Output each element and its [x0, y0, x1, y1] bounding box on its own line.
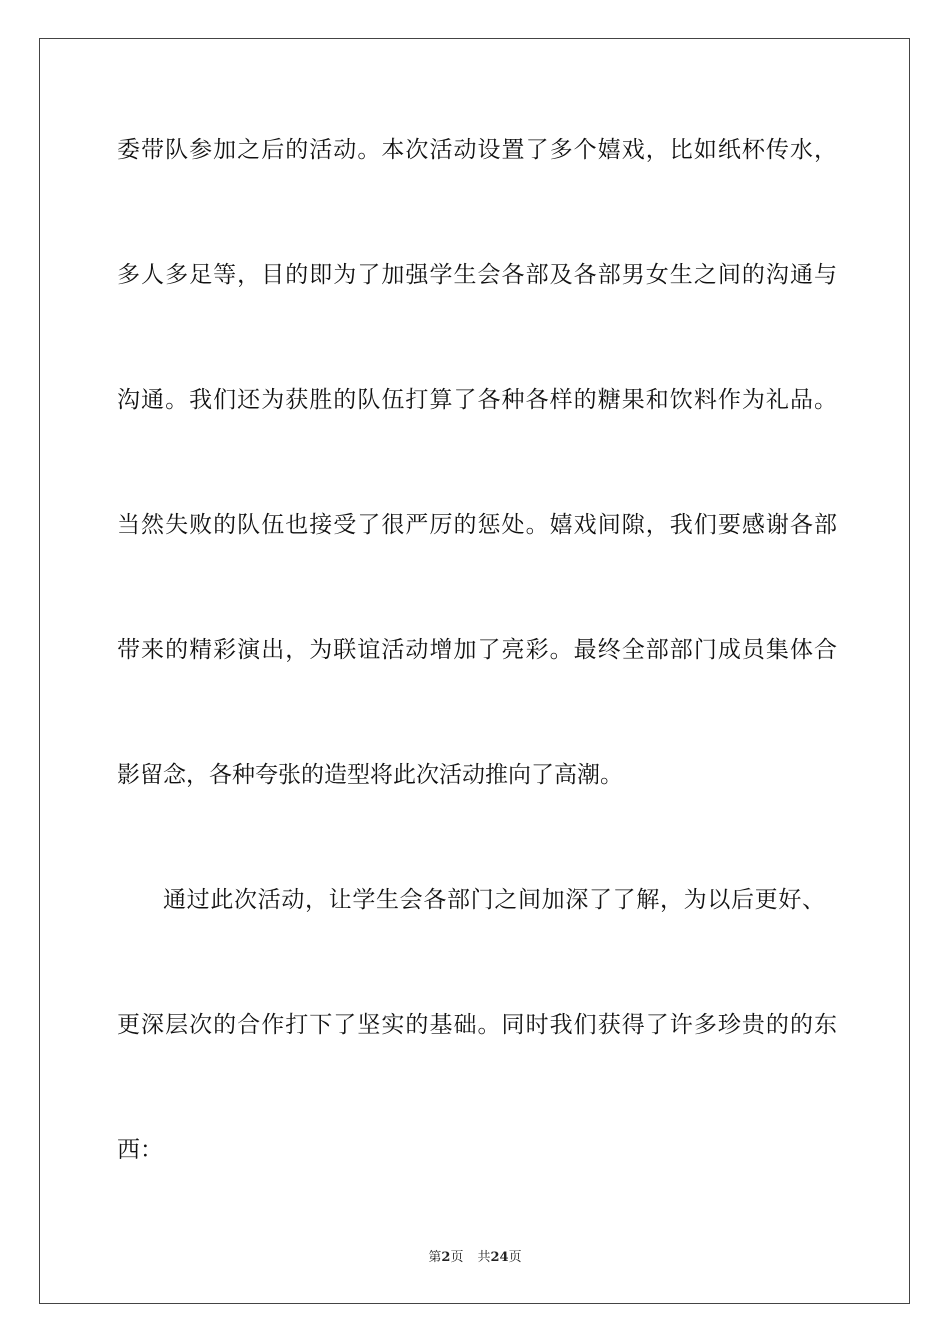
body-text-line-5: 带来的精彩演出，为联谊活动增加了亮彩。最终全部部门成员集体合: [117, 637, 837, 663]
body-text-line-2: 多人多足等，目的即为了加强学生会各部及各部男女生之间的沟通与: [117, 262, 837, 288]
page-border: [39, 38, 910, 1304]
body-text-line-1: 委带队参加之后的活动。本次活动设置了多个嬉戏，比如纸杯传水，: [117, 137, 837, 163]
total-label-suffix: 页: [508, 1250, 522, 1265]
total-label-prefix: 共: [477, 1250, 491, 1265]
body-text-line-6: 影留念，各种夸张的造型将此次活动推向了高潮。: [117, 762, 623, 788]
body-text-line-8: 更深层次的合作打下了坚实的基础。同时我们获得了许多珍贵的的东: [117, 1012, 837, 1038]
body-text-line-9: 西：: [117, 1137, 163, 1163]
current-page-number: 2: [441, 1250, 451, 1265]
page-label-suffix: 页: [450, 1250, 464, 1265]
page-footer: [0, 1246, 950, 1265]
body-text-line-3: 沟通。我们还为获胜的队伍打算了各种各样的糖果和饮料作为礼品。: [117, 387, 837, 413]
body-text-line-7: 通过此次活动，让学生会各部门之间加深了了解，为以后更好、: [163, 887, 825, 913]
total-page-number: 24: [490, 1250, 509, 1265]
page-label-prefix: 第: [428, 1250, 442, 1265]
body-text-line-4: 当然失败的队伍也接受了很严厉的惩处。嬉戏间隙，我们要感谢各部: [117, 512, 837, 538]
